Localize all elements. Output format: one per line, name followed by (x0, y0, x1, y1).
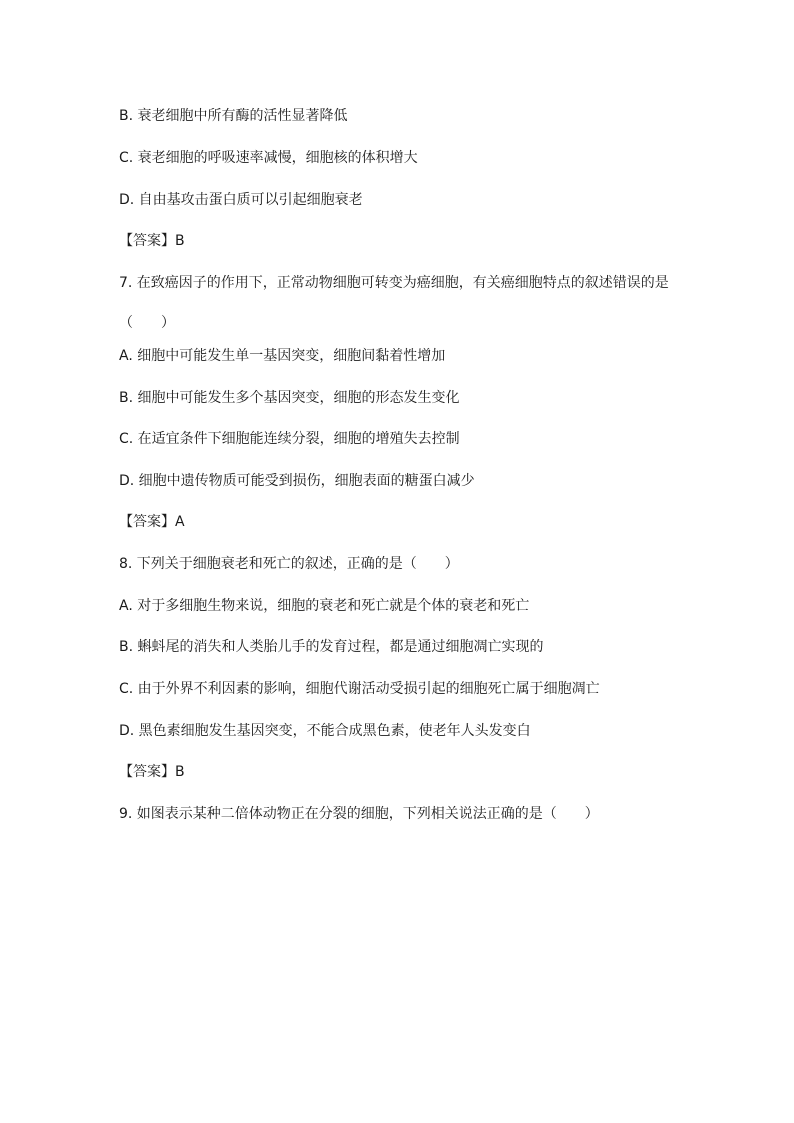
q6-option-b: B. 衰老细胞中所有酶的活性显著降低 (119, 108, 348, 124)
q7-option-b: B. 细胞中可能发生多个基因突变，细胞的形态发生变化 (119, 390, 460, 406)
q6-answer: 【答案】B (119, 233, 185, 249)
q8-option-c: C. 由于外界不利因素的影响，细胞代谢活动受损引起的细胞死亡属于细胞凋亡 (119, 681, 600, 697)
q7-stem: 7. 在致癌因子的作用下，正常动物细胞可转变为癌细胞，有关癌细胞特点的叙述错误的是 (119, 275, 669, 291)
q7-option-a: A. 细胞中可能发生单一基因突变，细胞间黏着性增加 (119, 348, 446, 364)
q8-answer: 【答案】B (119, 764, 185, 780)
q7-option-d: D. 细胞中遗传物质可能受到损伤，细胞表面的糖蛋白减少 (119, 473, 475, 489)
q8-option-d: D. 黑色素细胞发生基因突变，不能合成黑色素，使老年人头发变白 (119, 723, 531, 739)
q8-option-b: B. 蝌蚪尾的消失和人类胎儿手的发育过程，都是通过细胞凋亡实现的 (119, 639, 544, 655)
q6-option-c: C. 衰老细胞的呼吸速率减慢，细胞核的体积增大 (119, 150, 418, 166)
q8-option-a: A. 对于多细胞生物来说，细胞的衰老和死亡就是个体的衰老和死亡 (119, 598, 530, 614)
q7-answer: 【答案】A (119, 514, 185, 530)
q7-parenthesis: （ ） (119, 315, 175, 331)
q6-option-d: D. 自由基攻击蛋白质可以引起细胞衰老 (119, 192, 363, 208)
q8-stem: 8. 下列关于细胞衰老和死亡的叙述，正确的是（ ） (119, 556, 459, 572)
q9-stem: 9. 如图表示某种二倍体动物正在分裂的细胞，下列相关说法正确的是（ ） (119, 806, 599, 822)
q7-option-c: C. 在适宜条件下细胞能连续分裂，细胞的增殖失去控制 (119, 431, 460, 447)
